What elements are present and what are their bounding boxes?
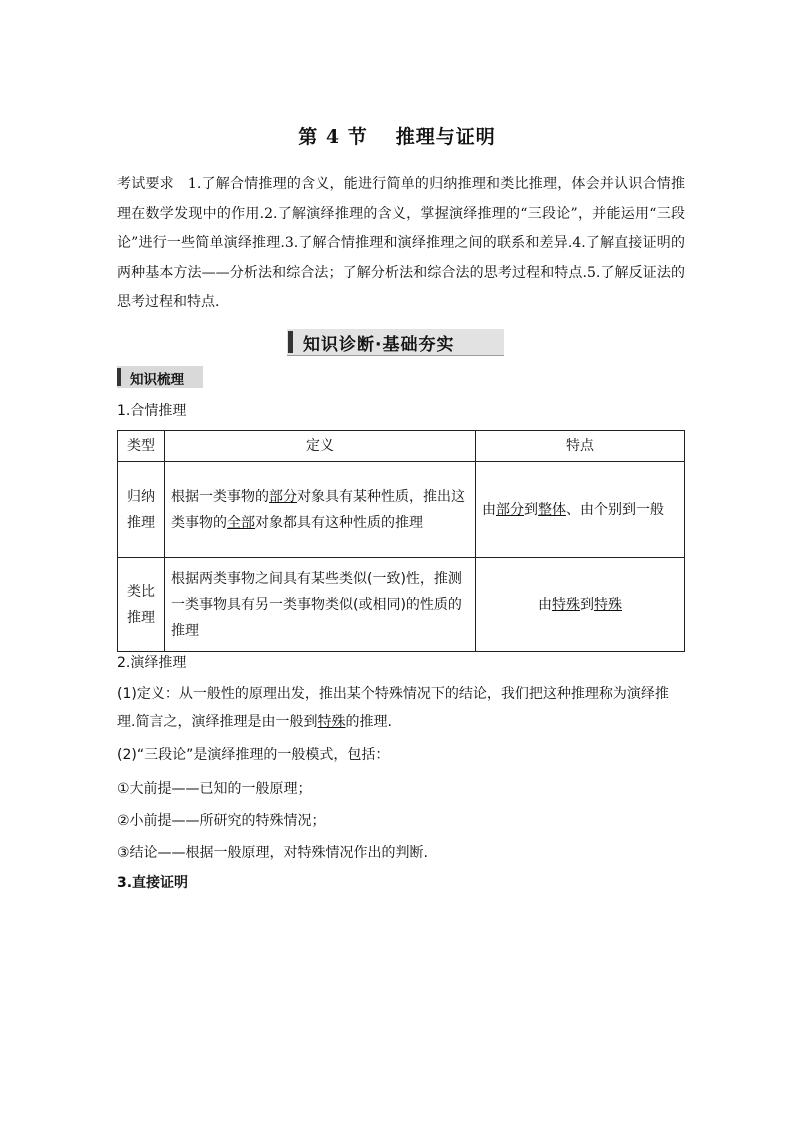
banner-bar	[288, 331, 293, 353]
requirements-label: 考试要求	[117, 176, 174, 192]
deductive-definition	[117, 680, 685, 736]
row1-def-u2: 全部	[227, 514, 255, 531]
row1-def-u1: 部分	[269, 488, 297, 505]
row2-type-a: 类比	[127, 583, 155, 600]
page-title	[0, 122, 794, 149]
row1-feat-2: 到	[524, 501, 538, 518]
row2-type-b: 推理	[127, 609, 155, 626]
row1-def-2: 对象具有某种性质，推出这类事物的	[171, 488, 465, 531]
list-item: ②小前提——所研究的特殊情况；	[117, 813, 326, 829]
row1-type-a: 归纳	[127, 488, 155, 505]
row1-def-1: 根据一类事物的	[171, 488, 269, 505]
row1-feat-u2: 整体	[538, 501, 566, 518]
heading-direct-proof: 3.直接证明	[117, 875, 189, 891]
section-number: 第 4 节	[298, 126, 368, 148]
banner-text: 知识诊断·基础夯实	[303, 335, 455, 355]
subhead-text: 知识梳理	[130, 372, 184, 388]
section-banner	[287, 329, 504, 356]
subhead-bar	[117, 368, 121, 386]
definition-text: (1)定义：从一般性的原理出发，推出某个特殊情况下的结论，我们把这种推理称为演绎推理.简言之，演绎推理是由一般到	[117, 686, 669, 730]
row1-definition	[165, 462, 476, 558]
list-item: ③结论——根据一般原理，对特殊情况作出的判断.	[117, 845, 428, 861]
row1-feature	[476, 462, 685, 558]
table-row	[118, 462, 685, 558]
definition-underlined: 特殊	[317, 714, 346, 730]
row2-feat-1: 由	[538, 596, 552, 613]
row1-feat-3: 、由个别到一般	[566, 501, 664, 518]
section-name: 推理与证明	[395, 126, 496, 148]
row2-definition: 根据两类事物之间具有某些类似(一致)性，推测一类事物具有另一类事物类似(或相同)的性质的推理	[165, 558, 476, 652]
row2-feat-2: 到	[580, 596, 594, 613]
row1-feat-u1: 部分	[496, 501, 524, 518]
header-definition: 定义	[165, 431, 476, 462]
table-row	[118, 558, 685, 652]
row2-type	[118, 558, 165, 652]
reasoning-table	[117, 430, 685, 652]
row2-feat-u1: 特殊	[552, 596, 580, 613]
definition-tail: 的推理.	[345, 714, 392, 730]
syllogism-intro: (2)“三段论”是演绎推理的一般模式，包括：	[117, 747, 390, 763]
header-feature: 特点	[476, 431, 685, 462]
requirements-text: 1.了解合情推理的含义，能进行简单的归纳推理和类比推理，体会并认识合情推理在数学发现中的作用.2.了解演绎推理的含义，掌握演绎推理的“三段论”，并能运用“三段论”进行一些简单演绎推理.3.了解合情推理和演绎推理之间的联系和差异.4.了解直接证明的两种基本方法——分析法和综合法；了解分析法和综合法的思考过程和特点.5.了解反证法的思考过程和特点.	[117, 176, 686, 310]
heading-inductive: 1.合情推理	[117, 403, 187, 419]
exam-requirements	[117, 170, 685, 318]
heading-deductive: 2.演绎推理	[117, 655, 187, 671]
subsection-label	[117, 366, 203, 388]
row2-feat-u2: 特殊	[594, 596, 622, 613]
row2-feature	[476, 558, 685, 652]
row1-type	[118, 462, 165, 558]
header-type: 类型	[118, 431, 165, 462]
list-item: ①大前提——已知的一般原理；	[117, 781, 312, 797]
row1-type-b: 推理	[127, 514, 155, 531]
row1-feat-1: 由	[482, 501, 496, 518]
table-header-row	[118, 431, 685, 462]
row1-def-3: 对象都具有这种性质的推理	[255, 514, 423, 531]
